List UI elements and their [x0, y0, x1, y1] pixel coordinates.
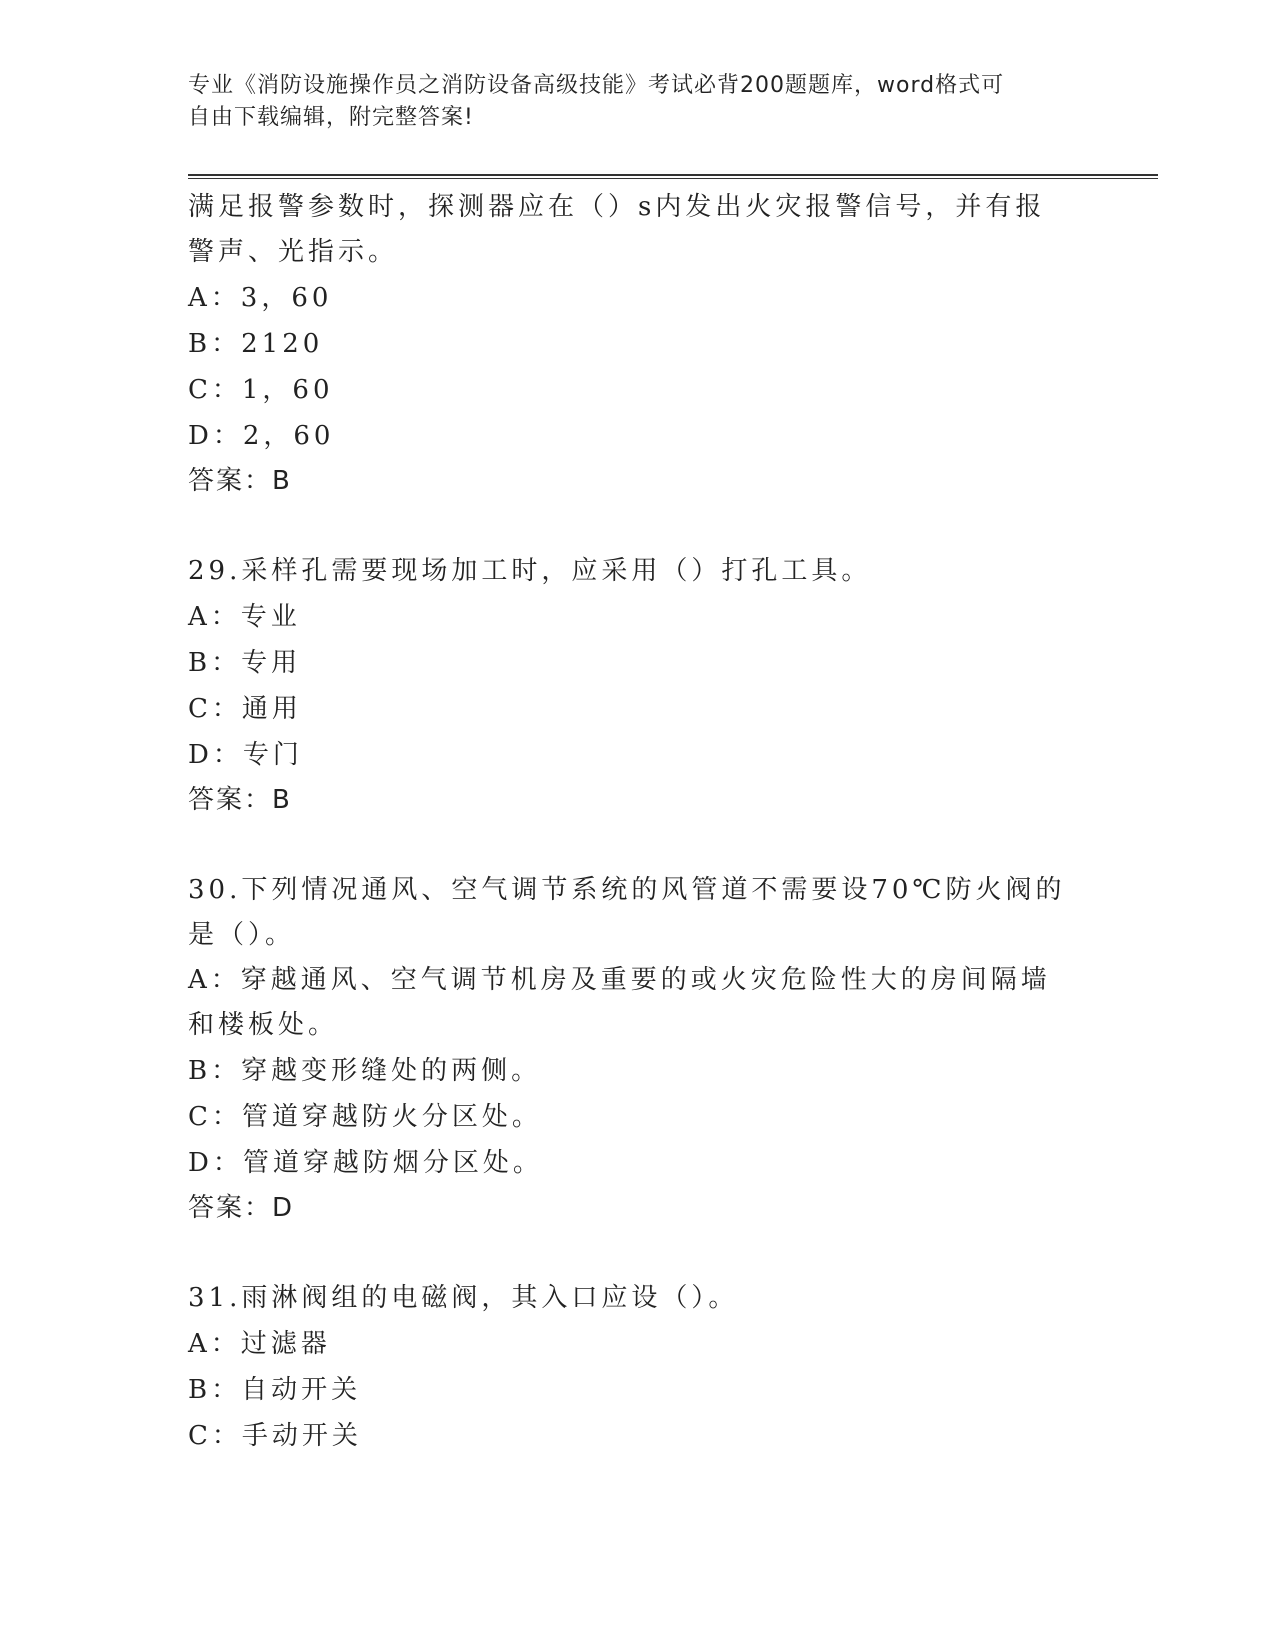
option-b: B：2120 — [188, 329, 324, 359]
answer-line: 答案：B — [188, 785, 292, 815]
question-list — [188, 185, 1158, 1459]
option-c: C：通用 — [188, 694, 302, 724]
header-line-1: 专业《消防设施操作员之消防设备高级技能》考试必背200题题库，word格式可 — [188, 73, 1005, 98]
option-a: A：专业 — [188, 602, 301, 632]
question-item — [188, 185, 1158, 503]
document-page — [188, 70, 1158, 1505]
header-line-2: 自由下载编辑，附完整答案! — [188, 105, 474, 130]
document-header — [188, 70, 1068, 134]
question-stem: 满足报警参数时，探测器应在（）s内发出火灾报警信号，并有报警声、光指示。 — [188, 192, 1046, 267]
answer-line: 答案：D — [188, 1193, 295, 1223]
option-d: D：管道穿越防烟分区处。 — [188, 1148, 543, 1178]
option-b: B：专用 — [188, 648, 302, 678]
option-a: A：过滤器 — [188, 1329, 331, 1359]
question-stem: 30.下列情况通风、空气调节系统的风管道不需要设70℃防火阀的是（）。 — [188, 875, 1066, 950]
option-c: C：管道穿越防火分区处。 — [188, 1102, 542, 1132]
question-item — [188, 549, 1158, 822]
question-item — [188, 868, 1158, 1230]
option-a: A：穿越通风、空气调节机房及重要的或火灾危险性大的房间隔墙和楼板处。 — [188, 965, 1051, 1040]
answer-line: 答案：B — [188, 466, 292, 496]
option-d: D：专门 — [188, 740, 303, 770]
option-a: A：3，60 — [188, 283, 333, 313]
question-stem: 31.雨淋阀组的电磁阀，其入口应设（）。 — [188, 1283, 739, 1313]
question-item — [188, 1276, 1158, 1459]
option-c: C：1，60 — [188, 375, 334, 405]
header-divider — [188, 174, 1158, 179]
option-b: B：自动开关 — [188, 1375, 362, 1405]
question-stem: 29.采样孔需要现场加工时，应采用（）打孔工具。 — [188, 556, 872, 586]
option-d: D：2，60 — [188, 421, 335, 451]
option-b: B：穿越变形缝处的两侧。 — [188, 1056, 542, 1086]
option-c: C：手动开关 — [188, 1421, 362, 1451]
